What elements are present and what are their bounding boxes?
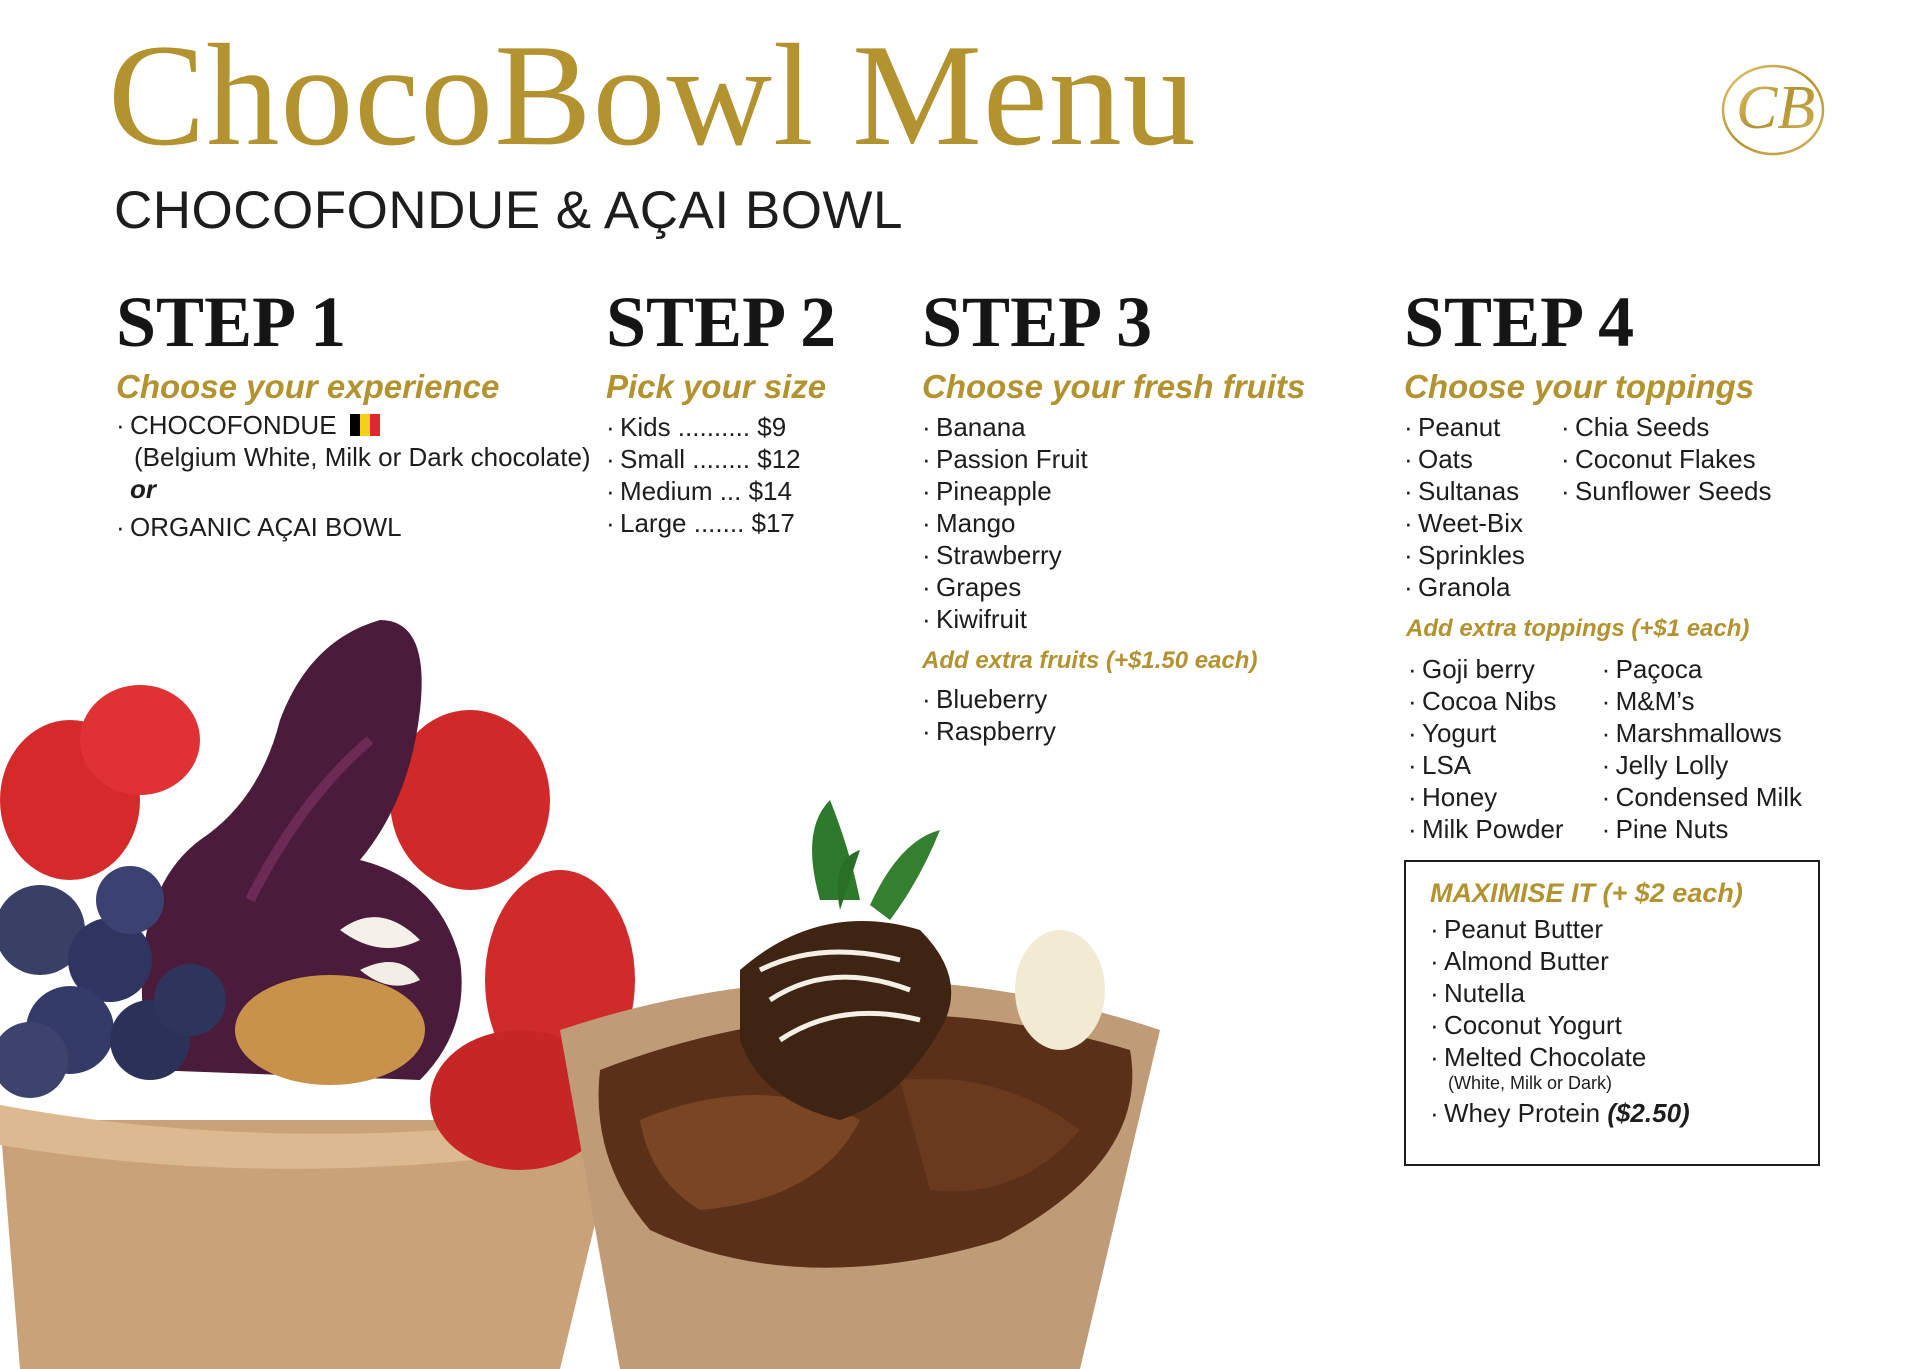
extra-fruit-item: · Blueberry — [922, 684, 1048, 714]
extra-toppings-list-1 — [1404, 653, 1564, 845]
page-subtitle: CHOCOFONDUE & AÇAI BOWL — [114, 181, 903, 240]
topping-item: · Peanut — [1404, 412, 1501, 442]
cb-logo — [1714, 48, 1832, 166]
toppings-list-1 — [1404, 411, 1525, 603]
step-4-subheading: Choose your toppings — [1404, 368, 1755, 405]
size-item: · Kids .......... $9 — [606, 412, 787, 442]
extra-topping-item: · Marshmallows — [1601, 718, 1782, 748]
maximise-item: · Almond Butter — [1430, 946, 1609, 976]
whey-price: ($2.50) — [1607, 1098, 1690, 1128]
melted-chocolate-note: (White, Milk or Dark) — [1448, 1073, 1613, 1093]
fruit-item: · Grapes — [922, 572, 1022, 602]
topping-item: · Sunflower Seeds — [1560, 476, 1772, 506]
step-1 — [116, 282, 591, 543]
acai-bowl-image — [0, 620, 635, 1369]
toppings-columns — [1404, 403, 1802, 603]
maximise-item: · Peanut Butter — [1430, 914, 1603, 944]
extra-topping-item: · Pine Nuts — [1601, 814, 1729, 844]
extra-fruit-item: · Raspberry — [922, 716, 1056, 746]
extra-topping-item: · Yogurt — [1408, 718, 1497, 748]
extra-topping-item: · Cocoa Nibs — [1408, 686, 1557, 716]
fruit-item: · Mango — [922, 508, 1016, 538]
step-3-subheading: Choose your fresh fruits — [922, 368, 1306, 405]
fruit-item: · Pineapple — [922, 476, 1052, 506]
size-list — [606, 411, 836, 539]
topping-item: · Sultanas — [1404, 476, 1520, 506]
maximise-item: · Nutella — [1430, 978, 1525, 1008]
step-1-heading: STEP 1 — [116, 282, 347, 362]
product-photo — [0, 600, 1240, 1369]
topping-item: · Granola — [1404, 572, 1511, 602]
toppings-list-2 — [1561, 411, 1772, 603]
extra-topping-item: · LSA — [1408, 750, 1472, 780]
maximise-heading: MAXIMISE IT (+ $2 each) — [1430, 878, 1743, 908]
topping-item: · Weet-Bix — [1404, 508, 1523, 538]
option-chocofondue: · CHOCOFONDUE — [116, 409, 591, 441]
extra-toppings-list-2 — [1602, 653, 1802, 845]
maximise-item: · Melted Chocolate — [1430, 1042, 1647, 1072]
option-chocofondue-note: (Belgium White, Milk or Dark chocolate) — [134, 442, 591, 472]
extra-topping-item: · Jelly Lolly — [1601, 750, 1729, 780]
extra-topping-item: · Milk Powder — [1408, 814, 1564, 844]
step-2-subheading: Pick your size — [606, 368, 827, 405]
size-item: · Small ........ $12 — [606, 444, 801, 474]
maximise-item-whey: · Whey Protein ($2.50) — [1430, 1098, 1690, 1128]
maximise-list — [1430, 913, 1818, 1129]
step-2 — [606, 282, 837, 539]
belgium-flag-icon — [350, 414, 380, 436]
page-title: ChocoBowl Menu — [108, 14, 1197, 176]
extra-topping-item: · Goji berry — [1408, 654, 1535, 684]
size-item: · Large ....... $17 — [606, 508, 795, 538]
step-1-options — [116, 409, 591, 543]
extra-topping-item: · Condensed Milk — [1601, 782, 1803, 812]
step-4 — [1404, 282, 1803, 845]
logo-letters: CB — [1736, 74, 1816, 142]
extra-toppings-label: Add extra toppings (+$1 each) — [1406, 615, 1750, 642]
extra-topping-item: · Paçoca — [1601, 654, 1703, 684]
topping-item: · Sprinkles — [1404, 540, 1525, 570]
maximise-box — [1404, 860, 1820, 1166]
fruit-item: · Passion Fruit — [922, 444, 1088, 474]
extra-fruits-label: Add extra fruits (+$1.50 each) — [922, 647, 1258, 674]
extra-toppings-columns — [1404, 645, 1802, 845]
fruit-item: · Kiwifruit — [922, 604, 1028, 634]
extra-topping-item: · M&M’s — [1601, 686, 1695, 716]
topping-item: · Chia Seeds — [1560, 412, 1710, 442]
step-1-subheading: Choose your experience — [116, 368, 500, 405]
topping-item: · Oats — [1404, 444, 1473, 474]
size-item: · Medium ... $14 — [606, 476, 792, 506]
or-label: or — [130, 474, 156, 504]
step-4-heading: STEP 4 — [1404, 282, 1635, 362]
fruit-item: · Strawberry — [922, 540, 1062, 570]
fruit-item: · Banana — [922, 412, 1026, 442]
extra-topping-item: · Honey — [1408, 782, 1498, 812]
topping-item: · Coconut Flakes — [1560, 444, 1756, 474]
step-3-heading: STEP 3 — [922, 282, 1153, 362]
step-2-heading: STEP 2 — [606, 282, 837, 362]
chocofondue-image — [560, 800, 1160, 1369]
option-acai-bowl: · ORGANIC AÇAI BOWL — [116, 512, 402, 542]
maximise-item: · Coconut Yogurt — [1430, 1010, 1622, 1040]
